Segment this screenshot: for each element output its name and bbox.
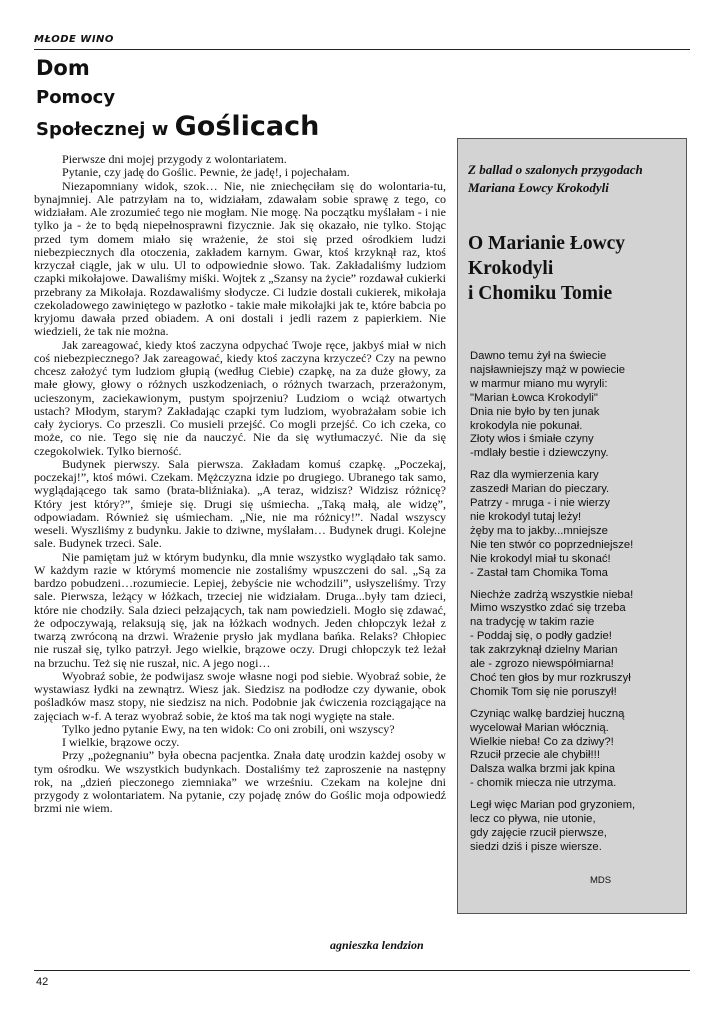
poem-line: gdy zajęcie rzucił pierwsze, [470,827,607,839]
article-paragraph: Pytanie, czy jadę do Goślic. Pewnie, że jadę!, i pojechałam. [62,165,350,180]
poem-line: Wielkie nieba! Co za dziwy?! [470,735,614,748]
poem-line: Dalsza walka brzmi jak kpina [470,763,616,776]
article-signature: agnieszka lendzion [330,938,424,952]
poem-line: zaszedł Marian do pieczary. [470,483,610,496]
poem-line: Złoty włos i śmiałe czyny [470,433,594,446]
poem-line: Chomik Tom się nie poruszył! [470,685,617,698]
poem-line: najsławniejszy mąż w powiecie [470,363,626,376]
headline-prefix: Społecznej w [36,119,175,140]
poem-line: krokodyla nie pokunał. [470,419,583,432]
poem-stanza [470,350,682,461]
article-paragraph: Jak zareagować, kiedy ktoś zaczyna odpychać Twoje ręce, jakbyś miał w nich coś niebezpiecznego? Jak zareagować, kiedy ktoś zaczyna krzyczeć? Czy na pewno chcesz założyć tym ludziom głupią (według Ciebie) czapkę, na za duże głowy, za małe głowy, głowy o różnych uszkodzeniach, o różnych twarzach, przerażonym, ucieszonym, zaciekawionym, pustym spojrzeniu? Ludziom o wciąż otwartych ustach? Młodym, starym? Zakładając czapki tym ludziom, wyobrażałam sobie ich cały życiorys. Co przeszli. Co musieli przejść. Co mogli przejść. Co ich czeka, co może, co nie. Tego się nie da nauczyć. Nie da się wytłumaczyć. Nie da się czegokolwiek. Tylko bierność. [34,337,446,458]
bottom-divider [34,970,690,971]
article-body [34,153,446,816]
sidebar-title-line: i Chomiku Tomie [468,283,613,304]
poem [470,350,682,863]
poem-line: nie krokodyl tutaj leży! [470,510,582,523]
poem-line: wycelował Marian włócznią. [470,721,609,734]
sidebar-title-line: Krokodyli [468,258,554,279]
headline-line-3 [36,112,319,144]
poem-line: "Marian Łowca Krokodyli" [470,391,598,404]
poem-stanza [470,708,682,791]
poem-stanza [470,589,682,700]
poem-line: Niechże zadrżą wszystkie nieba! [470,588,634,601]
section-label: MŁODE WINO [34,34,114,45]
poem-line: Patrzy - mruga - i nie wierzy [470,497,610,510]
poem-line: Nie ten stwór co poprzedniejsze! [470,538,634,551]
headline-line-2: Pomocy [36,87,116,108]
poem-line: Mimo wszystko zdać się trzeba [470,602,626,615]
article-paragraph: Wyobraź sobie, że podwijasz swoje własne nogi pod siebie. Wyobraź sobie, że wystawiasz łydki na zewnątrz. Wiesz jak. Siedzisz na podłodze czy dywanie, obok pośladków masz stopy, nie siedzisz na nich. Podobnie jak ćwiczenia rozciągające na zajęciach w-f. A teraz wyobraź sobie, że ktoś ma tak nogi wygięte na stałe. [34,668,446,723]
sidebar-header [468,161,683,306]
poem-line: - Zastał tam Chomika Toma [470,566,608,579]
poem-line: Rzucił przecie ale chybił!!! [470,749,600,762]
article-paragraph: Niezapomniany widok, szok… Nie, nie zniechęciłam się do wolontaria-tu, bynajmniej. Ale patrzyłam na to, widziałam, zdawałam sobie sprawę z tego, co widziałam. Ale zrozumieć tego nie mogłam. Nie mogę. Na początku myślałam - i nie tylko ja - że to będą niepełnosprawni fizycznie. Jak się okazało, nie tylko. Stojąc przed tym domem miało się wrażenie, że stoi się przed ośrodkiem ludzi niebezpiecznych dla otoczenia, zakładem karnym. Gwar, ktoś krzyknął raz, ktoś krzyczał ciągle, jak w ulu. Ul to odpowiednie słowo. Tak. Zakładaliśmy ludziom czapki mikołajowe. Dawaliśmy miśki. Wojtek z „Szansy na życie” rozdawał cukierki przebrany za Mikołaja. Rozdawaliśmy słodycze. Ci ludzie dostali cukierek, mikołaja czekoladowego zawiniętego w pazłotko - takie małe mikołajki jak te, które babcia po kryjomu dawała przed obiadem. A oni dostali i jedli razem z papierkiem. Nie wiedzieli, że tak nie można. [34,178,446,339]
headline-line-1: Dom [36,56,90,80]
sidebar-intro: Z ballad o szalonych przygodach Mariana Łowcy Krokodyli [468,162,643,195]
article-paragraph: Budynek pierwszy. Sala pierwsza. Zakładam komuś czapkę. „Poczekaj, poczekaj!”, ktoś mówi. Czekam. Mężczyzna idzie po drugiego. Ubranego tak samo, wyglądającego tak samo (brata-bliźniaka). „A teraz, widzisz? Widzisz różnicę? Który jest który?”, śmieje się. Drugi się uśmiecha. „Taką małą, ale widzę”, odpowiadam. Również się uśmiecham. „Nie, nie ma różnicy!”. Nadal wszyscy weseli. Wyszliśmy z budynku. Jakie to dziwne, myślałam… Budynek drugi. Kolejne sale. Budynek trzeci. Sale. [34,456,446,551]
poem-line: siedzi dziś i pisze wiersze. [470,840,602,853]
poem-line: Czyniąc walkę bardziej huczną [470,707,625,720]
poem-line: ale - zgrozo niewspółmiarna! [470,658,614,671]
poem-stanza [470,469,682,580]
sidebar-title [468,231,683,306]
poem-line: - chomik miecza nie utrzyma. [470,777,617,790]
article-headline [36,54,319,144]
poem-line: Dawno temu żył na świecie [470,350,607,362]
article-paragraph: Pierwsze dni mojej przygody z wolontariatem. [62,152,287,166]
poem-line: Legł więc Marian pod gryzoniem, [470,799,636,812]
poem-author: MDS [590,875,612,886]
page-number: 42 [36,976,49,988]
poem-line: Dnia nie było by ten junak [470,405,600,418]
poem-line: Choć ten głos by mur rozkruszył [470,671,631,684]
article-paragraph: Przy „pożegnaniu” była obecna pacjentka. Znała datę urodzin każdej osoby w tym ośrodku. We wszystkich budynkach. Dostaliśmy też zaproszenie na następny rok, na „dzień pieczonego ziemniaka” we wrześniu. Czekam na kolejne dni przygody z wolontariatem. Na pytanie, czy pojadę znów do Goślic moja odpowiedź brzmi nie wiem. [34,748,446,816]
top-divider [34,49,690,50]
poem-line: żęby ma to jakby...mniejsze [470,524,608,537]
poem-line: -mdlały bestie i dziewczyny. [470,447,609,460]
poem-line: - Poddaj się, o podły gadzie! [470,630,612,643]
headline-place: Goślicach [174,111,320,142]
poem-line: tak zakrzyknął dzielny Marian [470,644,618,657]
poem-line: w marmur miano mu wyryli: [470,377,608,390]
article-paragraph: Nie pamiętam już w którym budynku, dla mnie wszystko wyglądało tak samo. W każdym razie w którymś momencie nie zostaliśmy wpuszczeni do sal. „Są za bardzo pobudzeni…rozumiecie. Lepiej, żebyście nie wchodzili”, usłyszeliśmy. Trzy sale. Pierwsza, leżący w łóżkach, trzeciej nie widziałam. Druga...były tam dzieci, które nie chodziły. Sala dzieci pełzających, tak nam powiedzieli. Mogło się zdawać, że odpoczywają, relaksują się, jak na łóżkach wodnych. Jeden chłopczyk leżał z twarzą zwróconą na drzwi. Wrażenie prysło jak mydlana bańka. Relaks? Chłopiec nie ruszał się, tylko patrzył. Jego wielkie, brązowe oczy. Drugi chłopczyk też leżał na brzuchu. Też się nie ruszał, nic. A jego nogi… [34,549,446,670]
poem-line: lecz co pływa, nie utonie, [470,813,596,826]
poem-line: na tradycję w takim razie [470,616,595,629]
article-paragraph: Tylko jedno pytanie Ewy, na ten widok: Co oni zrobili, oni wszyscy? [62,721,395,736]
article-paragraph: I wielkie, brązowe oczy. [62,735,180,749]
poem-line: Raz dla wymierzenia kary [470,469,599,482]
poem-line: Nie krokodyl miał tu skonać! [470,552,611,565]
poem-stanza [470,799,682,855]
sidebar-title-line: O Marianie Łowcy [468,233,626,254]
